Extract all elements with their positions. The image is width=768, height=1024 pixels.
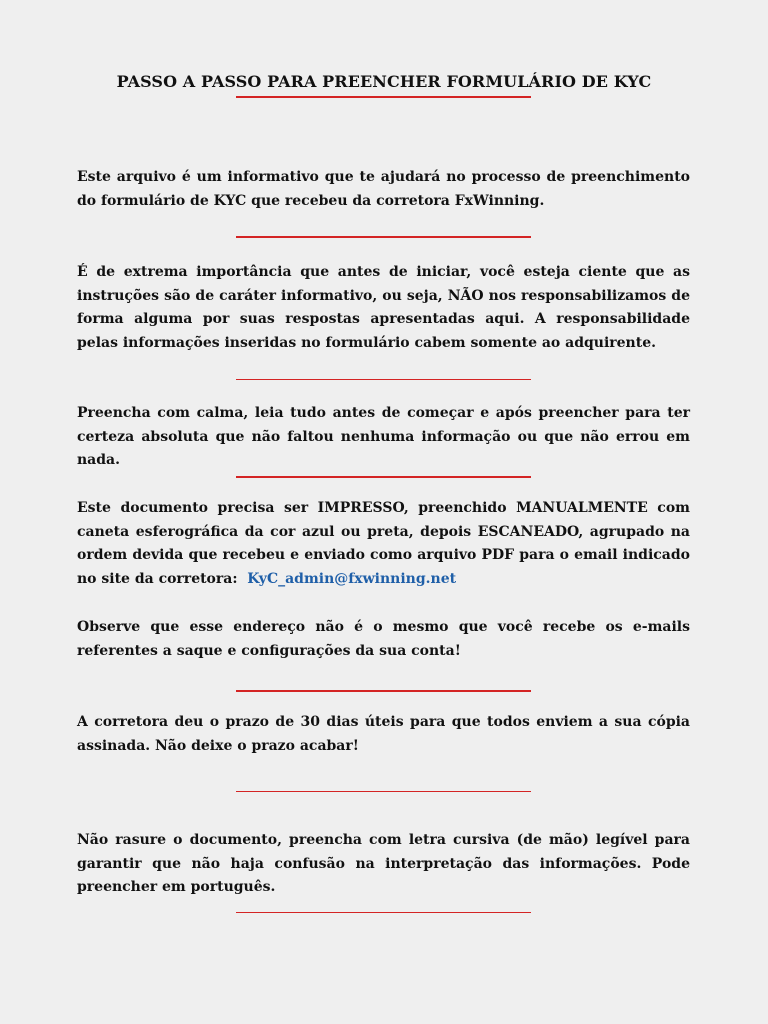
paragraph-calm: Preencha com calma, leia tudo antes de começar e após preencher para ter certeza absoluta que não faltou nenhuma informação ou que não errou em nada.	[77, 405, 690, 469]
paragraph-address-note: Observe que esse endereço não é o mesmo que você recebe os e-mails referentes a saque e configurações da sua conta!	[77, 619, 690, 659]
section-divider	[236, 476, 531, 478]
section-divider	[236, 379, 531, 380]
section-divider	[236, 690, 531, 692]
title-underline	[236, 96, 531, 98]
paragraph-intro: Este arquivo é um informativo que te ajudará no processo de preenchimento do formulário de KYC que recebeu da corretora FxWinning.	[77, 169, 690, 209]
section-divider	[236, 236, 531, 238]
section-divider	[236, 791, 531, 792]
document-title: PASSO A PASSO PARA PREENCHER FORMULÁRIO DE KYC	[116, 72, 652, 91]
paragraph-deadline: A corretora deu o prazo de 30 dias úteis para que todos enviem a sua cópia assinada. Não deixe o prazo acabar!	[77, 714, 690, 754]
paragraph-disclaimer: É de extrema importância que antes de iniciar, você esteja ciente que as instruções são de caráter informativo, ou seja, NÃO nos responsabilizamos de forma alguma por suas respostas apresentadas aqui. A responsabilidade pelas informações inseridas no formulário cabem somente ao adquirente.	[77, 264, 690, 351]
email-link[interactable]: KyC_admin@fxwinning.net	[247, 570, 457, 587]
paragraph-print-instructions	[77, 497, 690, 591]
paragraph-handwriting: Não rasure o documento, preencha com letra cursiva (de mão) legível para garantir que não haja confusão na interpretação das informações. Pode preencher em português.	[77, 832, 690, 896]
section-divider	[236, 912, 531, 913]
print-instructions-text: Este documento precisa ser IMPRESSO, preenchido MANUALMENTE com caneta esferográfica da cor azul ou preta, depois ESCANEADO, agrupado na ordem devida que recebeu e enviado como arquivo PDF para o email indicado no site da corretora:	[77, 500, 690, 587]
